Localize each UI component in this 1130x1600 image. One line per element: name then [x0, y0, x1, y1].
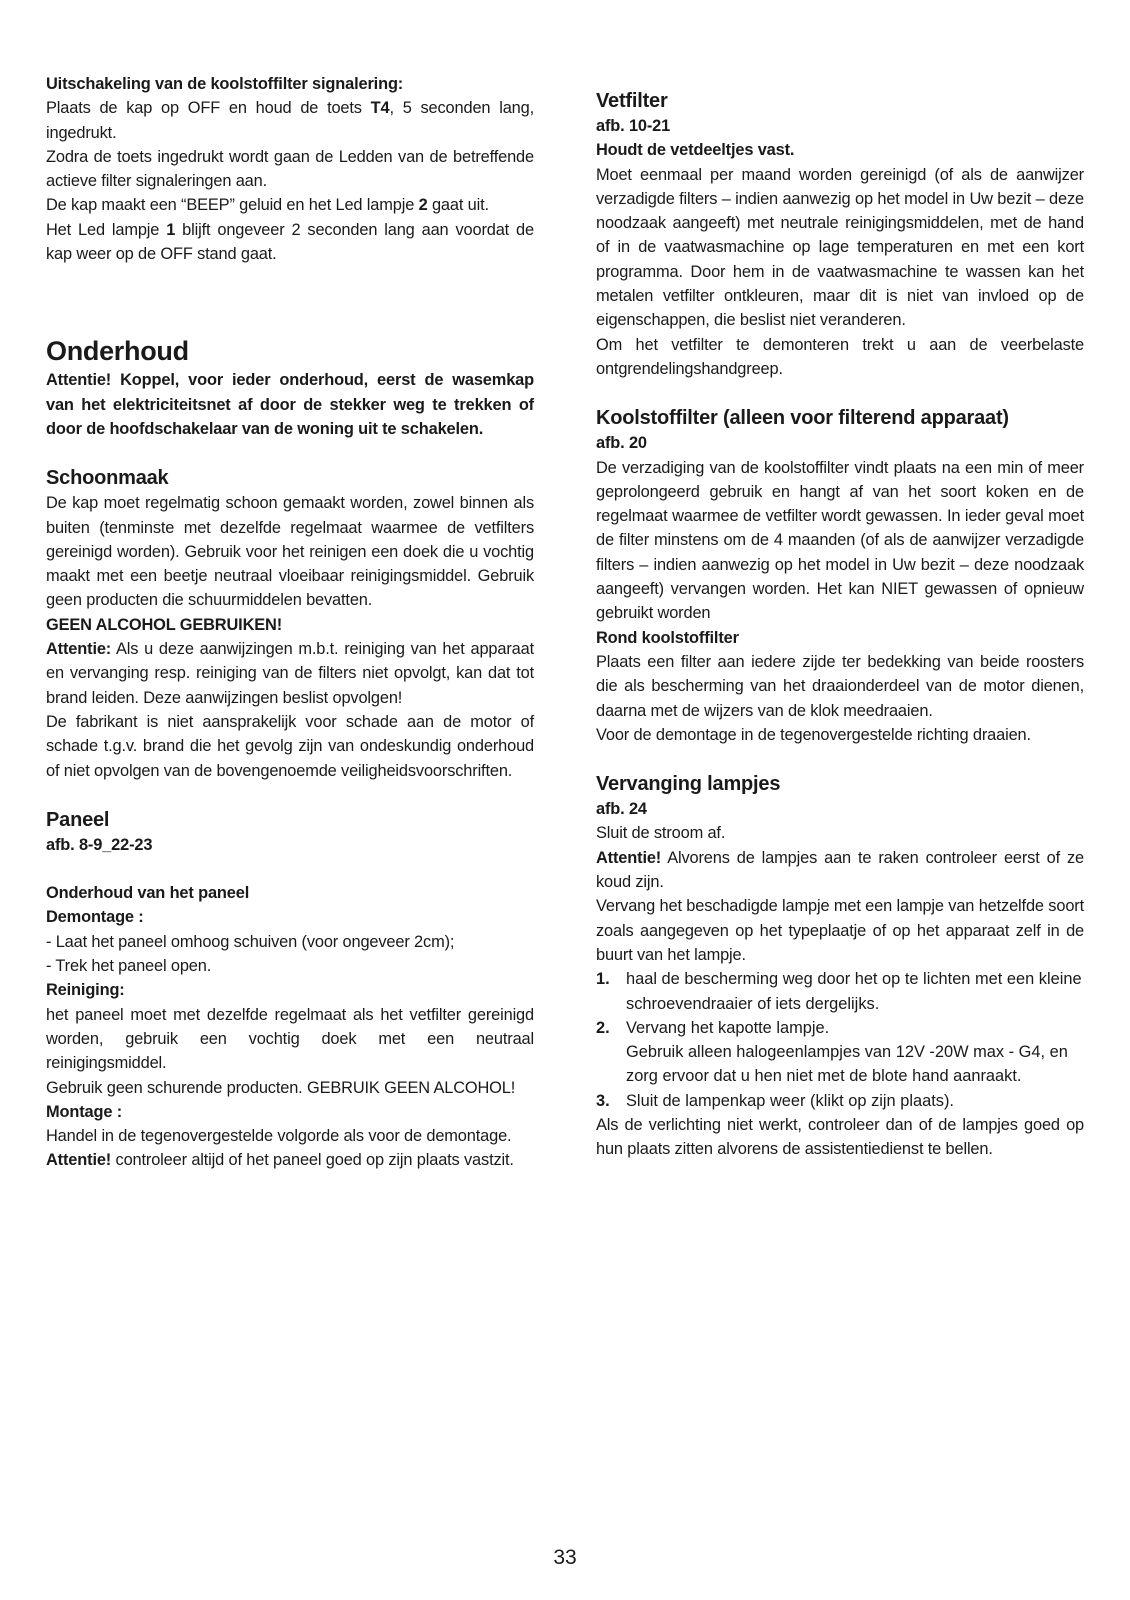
heading-onderhoud: Onderhoud [46, 336, 189, 367]
key-label: T4 [370, 99, 390, 118]
steps-list [596, 967, 1084, 1113]
section-onderhoud [46, 334, 534, 441]
paragraph: Attentie! controleer altijd of het paneel goed op zijn plaats vastzit. [46, 1151, 514, 1170]
subsection-title: Onderhoud van het paneel [46, 884, 250, 903]
paragraph: Gebruik geen schurende producten. GEBRUIK GEEN ALCOHOL! [46, 1078, 516, 1097]
paragraph: Het Led lampje 1 blijft ongeveer 2 seconden lang aan voordat de kap weer op de OFF stand gaat. [46, 220, 534, 264]
left-column [46, 72, 534, 1173]
paragraph: Sluit de stroom af. [596, 824, 726, 843]
paragraph: De verzadiging van de koolstoffilter vindt plaats na een min of meer geprolongeerd gebruik en hangt af van het soort koken en de regelmaat waarmee de vetfilter wordt gewassen. In ieder geval moet de filter minstens om de 4 maanden (of als de aanwijzer verzadigde filters – indien aanwezig op het model in Uw bezit – deze noodzaak aangeeft) vervangen worden. Het kan NIET gewassen of opnieuw gebruikt worden [596, 458, 1084, 623]
page-number: 33 [553, 1546, 577, 1569]
section-vetfilter [596, 88, 1084, 381]
figure-ref: afb. 20 [596, 434, 647, 453]
heading-schoonmaak: Schoonmaak [46, 467, 169, 490]
paragraph: Attentie: Als u deze aanwijzingen m.b.t. reiniging van het apparaat en vervanging resp. reiniging van de filters niet opvolgt, kan dat tot brand leiden. Deze aanwijzingen beslist opvolgen! [46, 640, 534, 707]
paragraph: het paneel moet met dezelfde regelmaat als het vetfilter gereinigd worden, gebruik een vochtig doek met een neutraal reinigingsmiddel. [46, 1005, 534, 1073]
paragraph: Handel in de tegenovergestelde volgorde als voor de demontage. [46, 1127, 512, 1146]
paragraph: Plaats de kap op OFF en houd de toets T4, 5 seconden lang, ingedrukt. [46, 99, 534, 142]
paragraph: Als de verlichting niet werkt, controleer dan of de lampjes goed op hun plaats zitten alvorens de assistentiedienst te bellen. [596, 1115, 1084, 1159]
section-lampjes [596, 771, 1084, 1161]
paragraph: - Laat het paneel omhoog schuiven (voor ongeveer 2cm); [46, 932, 455, 951]
paragraph: Voor de demontage in de tegenovergestelde richting draaien. [596, 725, 1031, 744]
subsection-title: Rond koolstoffilter [596, 628, 739, 647]
paragraph: Attentie! Alvorens de lampjes aan te raken controleer eerst of ze koud zijn. [596, 848, 1084, 892]
figure-ref: afb. 8-9_22-23 [46, 835, 153, 854]
section-koolstoffilter [596, 405, 1084, 747]
reiniging-label: Reiniging: [46, 981, 125, 1000]
figure-ref: afb. 24 [596, 800, 647, 819]
section-paneel [46, 807, 534, 1173]
no-alcohol-warning: GEEN ALCOHOL GEBRUIKEN! [46, 615, 283, 634]
list-item: 3. Sluit de lampenkap weer (klikt op zijn plaats). [596, 1091, 954, 1110]
paragraph: Plaats een filter aan iedere zijde ter bedekking van beide roosters die als bescherming van het draaionderdeel van de motor dienen, daarna met de wijzers van de klok meedraaien. [596, 652, 1084, 720]
heading-koolstoffilter: Koolstoffilter (alleen voor filterend apparaat) [596, 407, 1009, 430]
section-schoonmaak [46, 465, 534, 783]
list-item: 1. haal de bescherming weg door het op te lichten met een kleine schroevendraaier of iets dergelijks. [596, 970, 1082, 1013]
paragraph: Moet eenmaal per maand worden gereinigd (of als de aanwijzer verzadigde filters – indien aanwezig op het model in Uw bezit – deze noodzaak aangeeft) met neutrale reinigingsmiddelen, met de hand of in de vaatwasmachine op lage temperaturen en met een kort programma. Door hem in de vaatwasmachine te wassen kan het metalen vetfilter ontkleuren, maar dit is niet van invloed op de eigenschappen, die beslist niet veranderen. [596, 165, 1084, 330]
paragraph: De kap moet regelmatig schoon gemaakt worden, zowel binnen als buiten (tenminste met dezelfde regelmaat waarmee de vetfilters gereinigd worden). Gebruik voor het reinigen een doek die u vochtig maakt met een beetje neutraal vloeibaar reinigingsmiddel. Gebruik geen producten die schuurmiddelen bevatten. [46, 494, 534, 610]
paragraph: - Trek het paneel open. [46, 957, 212, 976]
paragraph: De fabrikant is niet aansprakelijk voor schade aan de motor of schade t.g.v. brand die het gevolg zijn van ondeskundig onderhoud of niet opvolgen van de bovengenoemde veiligheidsvoorschriften. [46, 712, 534, 780]
subtitle: Houdt de vetdeeltjes vast. [596, 141, 795, 160]
paragraph: Vervang het beschadigde lampje met een lampje van hetzelfde soort zoals aangegeven op het typeplaatje of op het apparaat zelf in de buurt van het lampje. [596, 897, 1084, 964]
list-item: 2. Vervang het kapotte lampje. Gebruik alleen halogeenlampjes van 12V -20W max - G4, en zorg ervoor dat u hen niet met de blote hand aanraakt. [596, 1018, 1068, 1086]
right-column [596, 72, 1084, 1162]
paragraph: De kap maakt een “BEEP” geluid en het Led lampje 2 gaat uit. [46, 196, 489, 215]
warning-text: Attentie! Koppel, voor ieder onderhoud, eerst de wasemkap van het elektriciteitsnet af door de stekker weg te trekken of door de hoofdschakelaar van de woning uit te schakelen. [46, 371, 534, 438]
heading-paneel: Paneel [46, 808, 110, 831]
heading-lampjes: Vervanging lampjes [596, 773, 781, 796]
demontage-label: Demontage : [46, 908, 144, 927]
figure-ref: afb. 10-21 [596, 117, 671, 135]
heading-vetfilter: Vetfilter [596, 90, 668, 112]
paragraph: Zodra de toets ingedrukt wordt gaan de Ledden van de betreffende actieve filter signaleringen aan. [46, 147, 534, 191]
section-koolstof-reset [46, 72, 534, 266]
paragraph: Om het vetfilter te demonteren trekt u aan de veerbelaste ontgrendelingshandgreep. [596, 335, 1084, 378]
montage-label: Montage : [46, 1102, 123, 1121]
section-title: Uitschakeling van de koolstoffilter signalering: [46, 75, 404, 93]
